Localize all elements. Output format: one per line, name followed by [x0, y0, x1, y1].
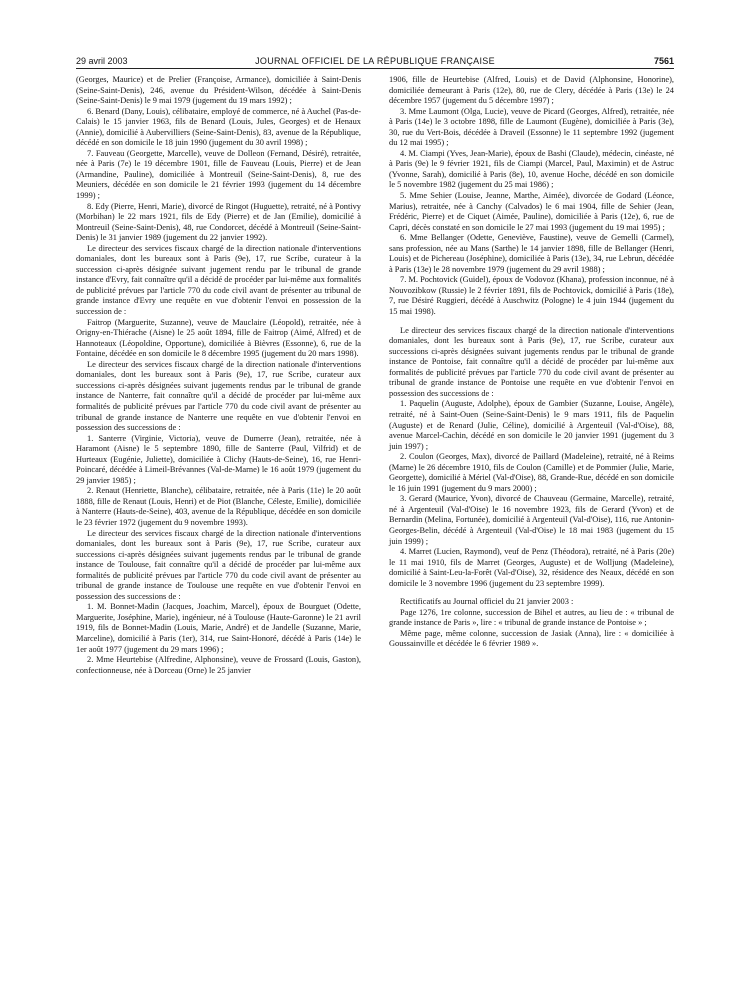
paragraph: 2. Coulon (Georges, Max), divorcé de Paillard (Madeleine), retraité, né à Reims (Marne) le 26 décembre 1910, fils de Coulon (Camille) et de Pommier (Julie, Marie, Georgette), domicilié à Mériel (Val-d'Oise), 88, Grande-Rue, décédé en son domicile le 16 juin 1991 (jugement du 9 mars 2000) ; — [389, 452, 674, 493]
paragraph: 7. Fauveau (Georgette, Marcelle), veuve de Dolleon (Fernand, Désiré), retraitée, née à Paris (7e) le 19 décembre 1901, fille de Fauveau (Louis, Pierre) et de Jean (Armandine, Pauline), domiciliée à Montreuil (Seine-Saint-Denis), 8, rue des Meuniers, décédée en son domicile le 21 février 1993 (jugement du 14 décembre 1999) ; — [76, 148, 361, 201]
paragraph: Page 1276, 1re colonne, succession de Bihel et autres, au lieu de : « tribunal de grande instance de Paris », lire : « tribunal de grande instance de Pontoise » ; — [389, 607, 674, 628]
paragraph: Le directeur des services fiscaux chargé de la direction nationale d'interventions domaniales, dont les bureaux sont à Paris (9e), 17, rue Scribe, curateur à la succession ci-après désignée suivant jugement rendu par le tribunal de grande instance d'Evry, fait connaître qu'il a décidé de procéder par lui-même aux formalités de publicité prévues par l'article 770 du code civil avant de présenter au tribunal de grande instance d'Evry une requête en vue d'obtenir l'envoi en possession de la succession de : — [76, 243, 361, 317]
header-rule — [76, 68, 674, 69]
issue-date: 29 avril 2003 — [76, 56, 128, 66]
paragraph: 1. M. Bonnet-Madin (Jacques, Joachim, Marcel), époux de Bourguet (Odette, Marguerite, Joséphine, Marie), ingénieur, né à Toulouse (Haute-Garonne) le 21 avril 1919, fils de Bonnet-Madin (Louis, Marie, André) et de Jandelle (Suzanne, Marie, Marceline), domicilié à Paris (1er), 314, rue Saint-Honoré, décédé à Paris (14e) le 1er août 1977 (jugement du 29 mars 1996) ; — [76, 602, 361, 654]
paragraph: 4. M. Ciampi (Yves, Jean-Marie), époux de Bashi (Claude), médecin, cinéaste, né à Paris (9e) le 9 février 1921, fils de Ciampi (Marcel, Paul, Maximin) et de Astruc (Yvonne, Sarah), domicilié à Paris (8e), 10, avenue Hoche, décédé en son domicile le 5 novembre 1982 (jugement du 25 mai 1986) ; — [389, 148, 674, 190]
paragraph: Faitrop (Marguerite, Suzanne), veuve de Mauclaire (Léopold), retraitée, née à Origny-en-Thiérache (Aisne) le 25 août 1894, fille de Faitrop (Aimé, Alfred) et de Hannoteaux (Léopoldine, Opportune), domiciliée à Bièvres (Essonne), 6, rue de la Fontaine, décédée en son domicile le 8 décembre 1995 (jugement du 20 mars 1998). — [76, 317, 361, 359]
paragraph: Le directeur des services fiscaux chargé de la direction nationale d'interventions domaniales, dont les bureaux sont à Paris (9e), 17, rue Scribe, curateur aux successions ci-après désignées suivant jugements rendus par le tribunal de grande instance de Pontoise, fait connaître qu'il a décidé de procéder par lui-même aux formalités de publicité prévues par l'article 770 du code civil avant de présenter au tribunal de grande instance de Pontoise une requête en vue d'obtenir l'envoi en possession des successions de : — [389, 325, 674, 398]
right-column — [389, 75, 674, 650]
page-number: 7561 — [653, 56, 674, 66]
paragraph: 8. Edy (Pierre, Henri, Marie), divorcé de Ringot (Huguette), retraité, né à Pontivy (Morbihan) le 22 mars 1921, fils de Edy (Pierre) et de Jan (Emilie), domicilié à Montreuil (Seine-Saint-Denis), 48, rue Condorcet, décédé à Montreuil (Seine-Saint-Denis) le 31 janvier 1989 (jugement du 22 janvier 1992). — [76, 201, 361, 243]
paragraph: 1. Paquelin (Auguste, Adolphe), époux de Gambier (Suzanne, Louise, Angèle), retraité, né à Saint-Ouen (Seine-Saint-Denis) le 9 mars 1911, fils de Paquelin (Auguste) et de Renard (Julie, Céline), domicilié à Argenteuil (Val-d'Oise), 88, avenue Marcel-Cachin, décédé en son domicile le 20 janvier 1991 (jugement du 3 juin 1997) ; — [389, 399, 674, 451]
paragraph: Le directeur des services fiscaux chargé de la direction nationale d'interventions domaniales, dont les bureaux sont à Paris (9e), 17, rue Scribe, curateur aux successions ci-après désignées suivant jugements rendus par le tribunal de grande instance de Toulouse, fait connaître qu'il a décidé de procéder par lui-même aux formalités de publicité prévues par l'article 770 du code civil avant de présenter au tribunal de grande instance de Toulouse une requête en vue d'obtenir l'envoi en possession des successions de : — [76, 528, 361, 601]
left-column — [76, 75, 361, 676]
journal-title: JOURNAL OFFICIEL DE LA RÉPUBLIQUE FRANÇAISE — [255, 56, 495, 66]
paragraph: 4. Marret (Lucien, Raymond), veuf de Penz (Théodora), retraité, né à Paris (20e) le 11 mai 1910, fils de Marret (Georges, Auguste) et de Wolljung (Madeleine), domicilié à Saint-Leu-la-Forêt (Val-d'Oise), 32, résidence des Neaux, décédé en son domicile le 3 novembre 1996 (jugement du 23 septembre 1999). — [389, 547, 674, 588]
paragraph: 1906, fille de Heurtebise (Alfred, Louis) et de David (Alphonsine, Honorine), domiciliée demeurant à Paris (12e), 80, rue de Clery, décédée à Paris (13e) le 24 décembre 1957 (jugement du 5 décembre 1997) ; — [389, 75, 674, 106]
paragraph: 1. Santerre (Virginie, Victoria), veuve de Dumerre (Jean), retraitée, née à Haramont (Aisne) le 5 septembre 1890, fille de Santerre (Paul, Vilfrid) et de Hurteaux (Eugénie, Juliette), domiciliée à Clichy (Hauts-de-Seine), 16, rue Henri-Poincaré, décédée à Limeil-Brévannes (Val-de-Marne) le 16 août 1979 (jugement du 29 janvier 1985) ; — [76, 433, 361, 485]
paragraph: Rectificatifs au Journal officiel du 21 janvier 2003 : — [400, 597, 574, 607]
paragraph: Le directeur des services fiscaux chargé de la direction nationale d'interventions domaniales, dont les bureaux sont à Paris (9e), 17, rue Scribe, curateur aux successions ci-après désignées suivant jugements rendus par le tribunal de grande instance de Nanterre, fait connaître qu'il a décidé de procéder par lui-même aux formalités de publicité prévues par l'article 770 du code civil avant de présenter au tribunal de grande instance de Nanterre une requête en vue d'obtenir l'envoi en possession des successions de : — [76, 359, 361, 433]
paragraph: 2. Mme Heurtebise (Alfredine, Alphonsine), veuve de Frossard (Louis, Gaston), confectionneuse, née à Dorceau (Orne) le 25 janvier — [76, 655, 361, 675]
paragraph: 3. Mme Laumont (Olga, Lucie), veuve de Picard (Georges, Alfred), retraitée, née à Paris (14e) le 3 octobre 1898, fille de Laumont (Eugène), domiciliée à Paris (3e), 30, rue du Vert-Bois, décédée à Draveil (Essonne) le 11 septembre 1992 (jugement du 12 mai 1995) ; — [389, 106, 674, 148]
paragraph: 5. Mme Sehier (Louise, Jeanne, Marthe, Aimée), divorcée de Godard (Léonce, Marius), retraitée, née à Canchy (Calvados) le 6 mai 1904, fille de Sehier (Jean, Frédéric, Pierre) et de Ciquet (Aimée, Pauline), domiciliée à Paris (12e), 6, rue de Capri, décès constaté en son domicile le 27 mai 1993 (jugement du 19 mai 1995) ; — [389, 191, 674, 232]
paragraph: 6. Mme Bellanger (Odette, Geneviève, Faustine), veuve de Gemelli (Carmel), sans profession, née au Mans (Sarthe) le 14 janvier 1898, fille de Bellanger (Henri, Louis) et de Pichereau (Joséphine), domiciliée à Paris (13e), 34, rue Lebrun, décédée à Paris (13e) le 28 novembre 1979 (jugement du 29 avril 1988) ; — [389, 233, 674, 274]
page-header — [76, 56, 674, 72]
paragraph: 2. Renaut (Henriette, Blanche), célibataire, retraitée, née à Paris (11e) le 20 août 1888, fille de Renaut (Louis, Henri) et de Piot (Blanche, Céleste, Emilie), domiciliée à Nanterre (Hauts-de-Seine), 403, avenue de la République, décédée en son domicile le 23 février 1972 (jugement du 9 novembre 1993). — [76, 486, 361, 527]
paragraph: Même page, même colonne, succession de Jasiak (Anna), lire : « domiciliée à Goussainville et décédée le 6 février 1989 ». — [389, 628, 674, 649]
paragraph: 3. Gerard (Maurice, Yvon), divorcé de Chauveau (Germaine, Marcelle), retraité, né à Argenteuil (Val-d'Oise) le 16 novembre 1923, fils de Gerard (Yvon) et de Bernardin (Melina, Fortunée), domicilié à Argenteuil (Val-d'Oise), 116, rue Antonin-Georges-Belin, décédé à Argenteuil (Val-d'Oise) le 18 mai 1983 (jugement du 15 juin 1999) ; — [389, 494, 674, 546]
paragraph: 6. Benard (Dany, Louis), célibataire, employé de commerce, né à Auchel (Pas-de-Calais) le 15 janvier 1963, fils de Benard (Louis, Jules, Georges) et de Henaux (Annie), domicilié à Aubervilliers (Seine-Saint-Denis), 83, avenue de la République, décédé en son domicile le 18 juin 1990 (jugement du 30 avril 1998) ; — [76, 106, 361, 148]
paragraph: (Georges, Maurice) et de Prelier (Françoise, Armance), domiciliée à Saint-Denis (Seine-Saint-Denis), 246, avenue du Président-Wilson, décédée à Saint-Denis (Seine-Saint-Denis) le 9 mai 1979 (jugement du 19 mars 1992) ; — [76, 75, 361, 106]
paragraph: 7. M. Pochtovick (Guidel), époux de Vodovoz (Khana), profession inconnue, né à Nouvozibkow (Russie) le 2 février 1891, fils de Pochtovick, domicilié à Paris (18e), 7, rue Désiré Ruggieri, décédé à Auschwitz (Pologne) le 4 juin 1944 (jugement du 15 mai 1998). — [389, 275, 674, 317]
